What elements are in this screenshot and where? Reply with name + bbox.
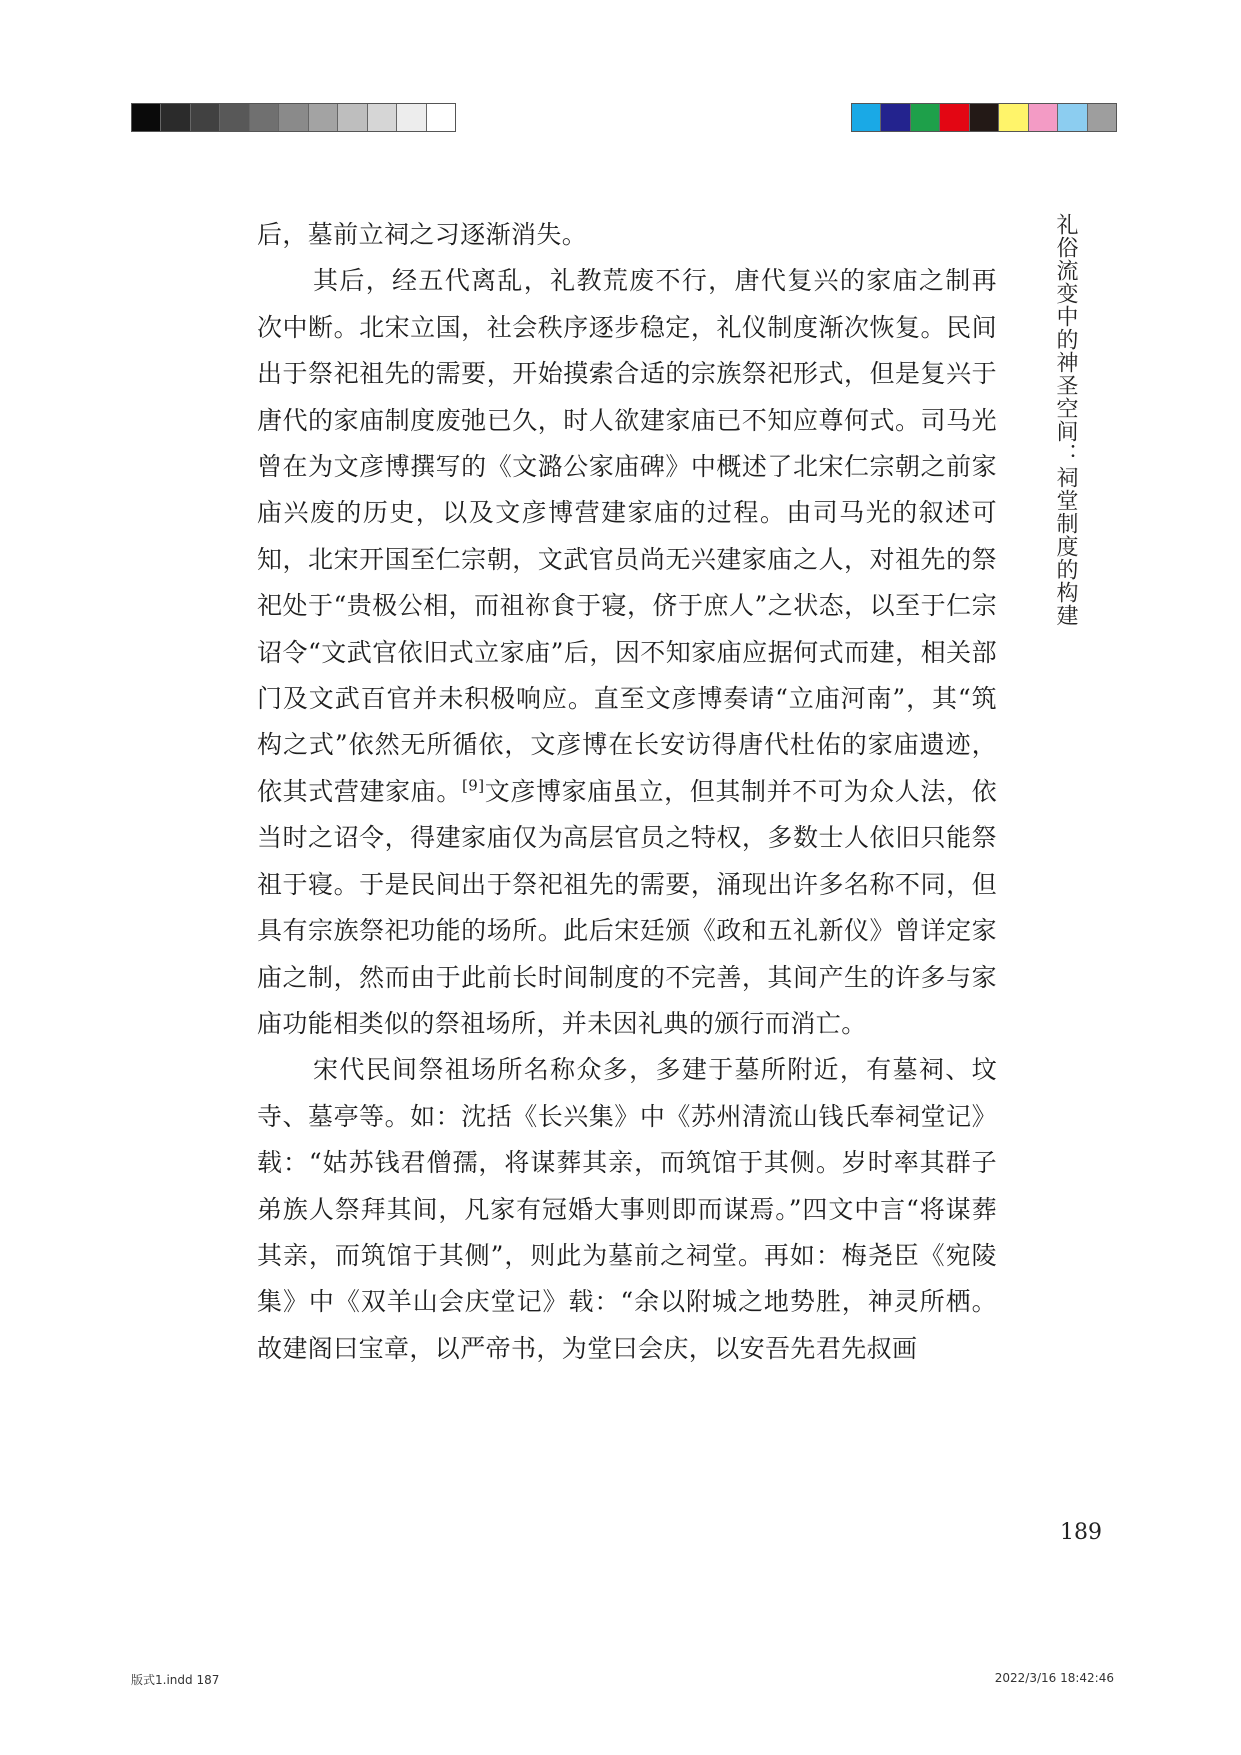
process-swatch-8	[1058, 104, 1087, 131]
process-swatch-1	[852, 104, 881, 131]
footer-file-name: 版式1.indd 187	[131, 1673, 220, 1687]
paragraph-1: 后，墓前立祠之习逐渐消失。	[257, 220, 588, 249]
process-swatch-9	[1088, 104, 1116, 131]
gray-swatch-7	[309, 104, 338, 131]
process-swatch-5	[970, 104, 999, 131]
paragraph-2	[257, 258, 997, 1047]
gray-swatch-2	[161, 104, 190, 131]
paragraph-3: 宋代民间祭祖场所名称众多，多建于墓所附近，有墓祠、坟寺、墓亭等。如：沈括《长兴集》中《苏州清流山钱氏奉祠堂记》载：“姑苏钱君僧孺，将谋葬其亲，而筑馆于其侧。岁时率其群子弟族人祭拜其间，凡家有冠婚大事则即而谋焉。”四文中言“将谋葬其亲，而筑馆于其侧”，则此为墓前之祠堂。再如：梅尧臣《宛陵集》中《双羊山会庆堂记》载：“余以附城之地势胜，神灵所栖。故建阁曰宝章，以严帝书，为堂曰会庆，以安吾先君先叔画	[257, 1055, 997, 1363]
gray-swatch-10	[397, 104, 426, 131]
gray-swatch-6	[279, 104, 308, 131]
process-color-bar	[851, 103, 1117, 132]
process-swatch-7	[1029, 104, 1058, 131]
gray-swatch-5	[250, 104, 279, 131]
process-swatch-2	[881, 104, 910, 131]
page-number: 189	[1060, 1520, 1102, 1545]
gray-swatch-3	[191, 104, 220, 131]
paragraph-2-text: 其后，经五代离乱，礼教荒废不行，唐代复兴的家庙之制再次中断。北宋立国，社会秩序逐步稳定，礼仪制度渐次恢复。民间出于祭祀祖先的需要，开始摸索合适的宗族祭祀形式，但是复兴于唐代的家庙制度废弛已久，时人欲建家庙已不知应尊何式。司马光曾在为文彦博撰写的《文潞公家庙碑》中概述了北宋仁宗朝之前家庙兴废的历史，以及文彦博营建家庙的过程。由司马光的叙述可知，北宋开国至仁宗朝，文武官员尚无兴建家庙之人，对祖先的祭祀处于“贵极公相，而祖祢食于寝，侪于庶人”之状态，以至于仁宗诏令“文武官依旧式立家庙”后，因不知家庙应据何式而建，相关部门及文武百官并未积极响应。直至文彦博奏请“立庙河南”，其“筑构之式”依然无所循依，文彦博在长安访得唐代杜佑的家庙遗迹，依其式营建家庙。	[257, 266, 997, 806]
paragraph-2-text-continued: 文彦博家庙虽立，但其制并不可为众人法，依当时之诏令，得建家庙仅为高层官员之特权，多数士人依旧只能祭祖于寝。于是民间出于祭祀祖先的需要，涌现出许多名称不同，但具有宗族祭祀功能的场所。此后宋廷颁《政和五礼新仪》曾详定家庙之制，然而由于此前长时间制度的不完善，其间产生的许多与家庙功能相类似的祭祖场所，并未因礼典的颁行而消亡。	[257, 776, 997, 1038]
citation-9: [9]	[462, 776, 485, 795]
gray-swatch-4	[220, 104, 249, 131]
running-header: 礼俗流变中的神圣空间：祠堂制度的构建	[1053, 213, 1078, 627]
gray-swatch-9	[368, 104, 397, 131]
footer-timestamp: 2022/3/16 18:42:46	[994, 1671, 1114, 1685]
grayscale-color-bar	[131, 103, 456, 132]
process-swatch-4	[940, 104, 969, 131]
gray-swatch-8	[338, 104, 367, 131]
gray-swatch-1	[132, 104, 161, 131]
gray-swatch-11	[427, 104, 455, 131]
body-text	[257, 212, 997, 1372]
process-swatch-3	[911, 104, 940, 131]
process-swatch-6	[999, 104, 1028, 131]
